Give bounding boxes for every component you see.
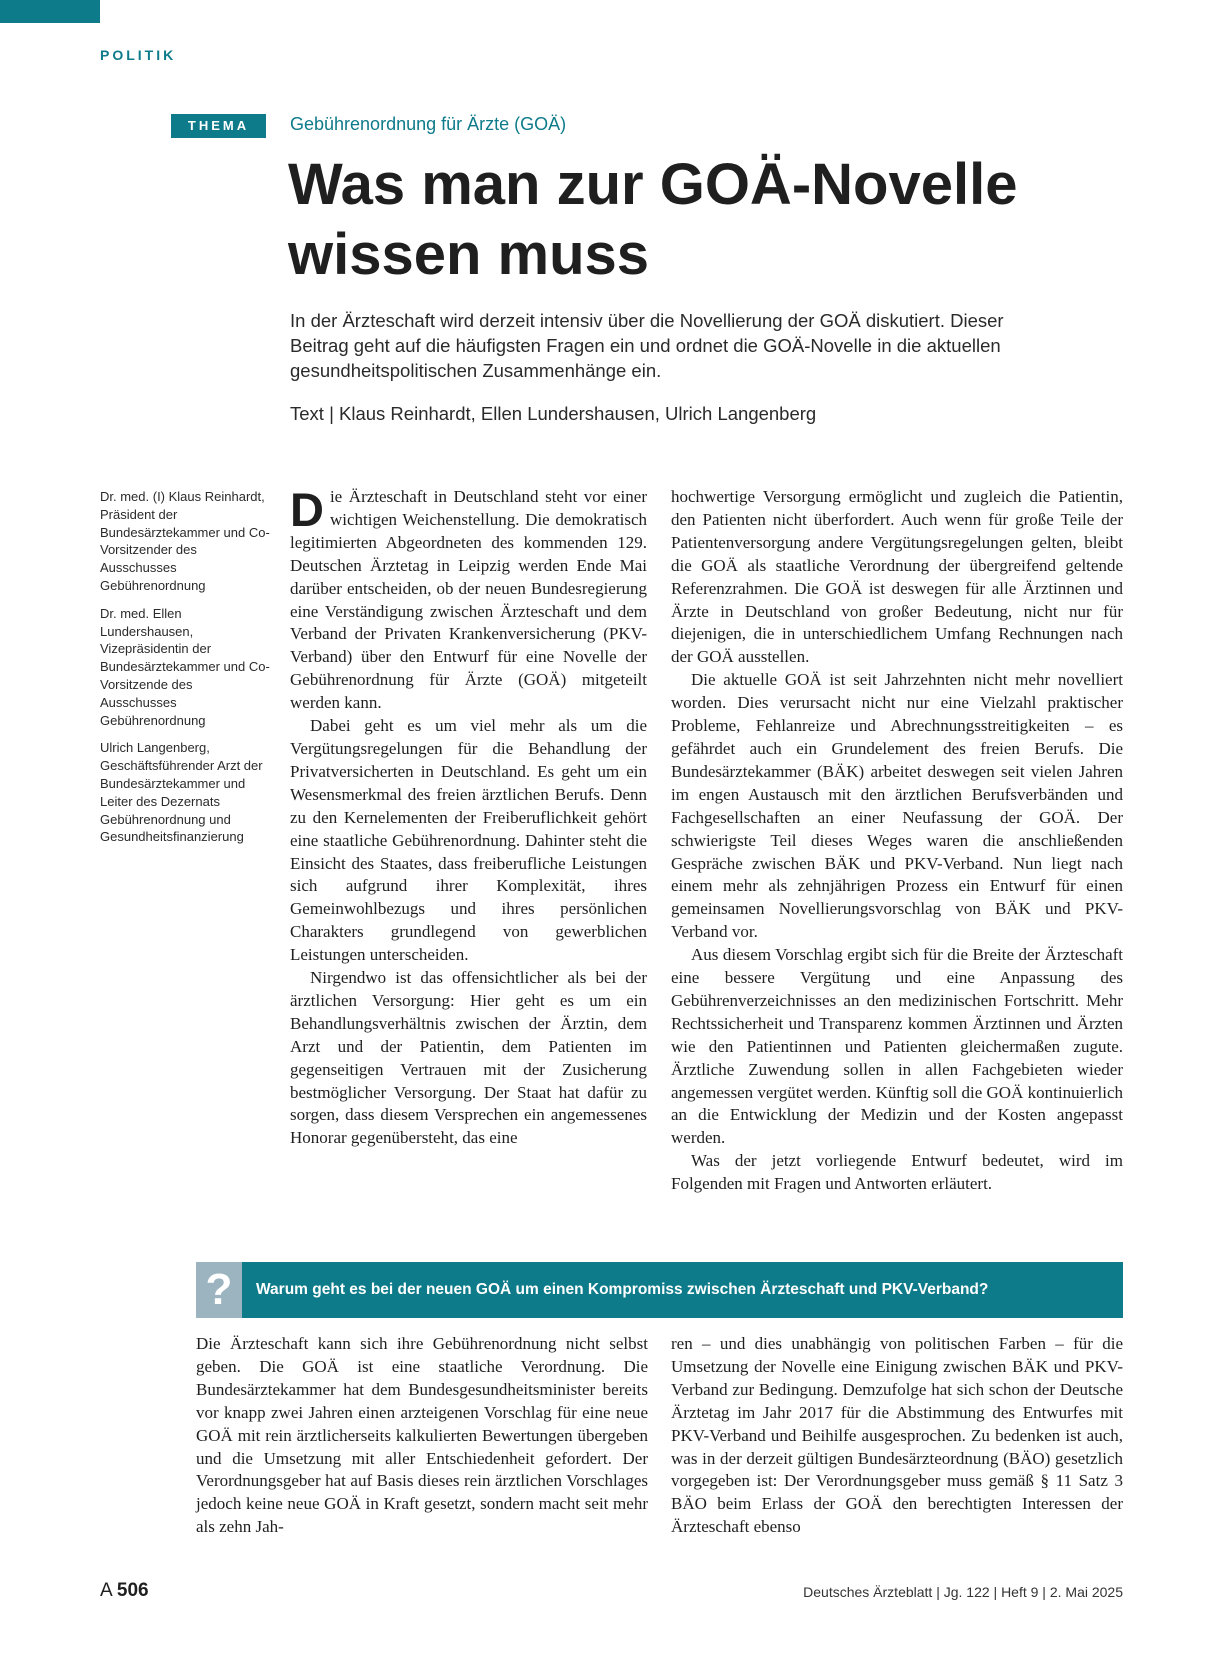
byline: Text | Klaus Reinhardt, Ellen Lundershausen, Ulrich Langenberg	[290, 403, 817, 424]
body-paragraph: hochwertige Versorgung ermöglicht und zugleich die Patientin, den Patienten nicht überfordert. Auch wenn für große Teile der Patientenversorgung andere Vergütungsregelungen gelten, bleibt die GOÄ als staatliche Verordnung der übergreifend geltende Referenzrahmen. Die GOÄ ist deswegen für alle Ärztinnen und Ärzte in Deutschland von großer Bedeutung, nicht nur für diejenigen, die in unterschiedlichem Umfang Rechnungen nach der GOÄ ausstellen.	[671, 487, 1123, 667]
body-paragraph: Die aktuelle GOÄ ist seit Jahrzehnten nicht mehr novelliert worden. Dies verursacht nicht nur eine Vielzahl praktischer Probleme, Fehlanreize und Abrechnungsstreitigkeiten – es gefährdet auch ein Grundelement des freien Berufs. Die Bundesärztekammer (BÄK) arbeitet deswegen seit vielen Jahren im engen Austausch mit den ärztlichen Berufsverbänden und Fachgesellschaften an einer Neufassung der GOÄ. Der schwierigste Teil dieses Weges waren die anschließenden Gespräche zwischen BÄK und PKV-Verband. Nun liegt nach einem mehr als zehnjährigen Prozess ein Entwurf für einen gemeinsamen Novellierungsvorschlag von BÄK und PKV-Verband vor.	[671, 670, 1123, 942]
question-text: Warum geht es bei der neuen GOÄ um einen Kompromiss zwischen Ärzteschaft und PKV-Verband?	[256, 1281, 989, 1298]
kicker: Gebührenordnung für Ärzte (GOÄ)	[290, 114, 567, 134]
answer-column-1	[196, 1333, 648, 1539]
body-column-1	[290, 483, 647, 1150]
body-paragraph: Aus diesem Vorschlag ergibt sich für die Breite der Ärzteschaft eine bessere Vergütung und eine Anpassung des Gebührenverzeichnisses an den medizinischen Fortschritt. Mehr Rechtssicherheit und Transparenz kommen Ärztinnen und Ärzten wie den Patientinnen und Patienten gleichermaßen zugute. Ärztliche Zuwendung sollen in allen Fachgebieten wieder angemessen vergütet werden. Künftig soll die GOÄ kontinuierlich an die Entwicklung der Medizin und der Kosten angepasst werden.	[671, 945, 1123, 1148]
section-label: POLITIK	[100, 47, 177, 63]
page-number-value: 506	[116, 1580, 149, 1601]
lead-paragraph: In der Ärzteschaft wird derzeit intensiv über die Novellierung der GOÄ diskutiert. Dieser Beitrag geht auf die häufigsten Fragen ein und ordnet die GOÄ-Novelle in die aktuellen gesundheitspolitischen Zusammenhänge ein.	[290, 310, 1004, 381]
author-bio: Dr. med. (I) Klaus Reinhardt, Präsident der Bundesärztekammer und Co-Vorsitzender des Ausschusses Gebührenordnung	[100, 489, 270, 593]
drop-cap: D	[290, 483, 324, 536]
body-paragraph: Dabei geht es um viel mehr als um die Vergütungsregelungen für die Behandlung der Privatversicherten in Deutschland. Es geht um ein Wesensmerkmal des freien ärztlichen Berufs. Denn zu den Kernelementen der Freiberuflichkeit gehört eine staatliche Gebührenordnung. Dahinter steht die Einsicht des Staates, dass freiberufliche Leistungen sich aufgrund ihrer Komplexität, ihres Gemeinwohlbezugs und ihres persönlichen Charakters grundlegend von gewerblichen Leistungen unterscheiden.	[290, 716, 647, 965]
thema-badge: THEMA	[171, 114, 266, 138]
page-number	[100, 1580, 149, 1602]
page-prefix: A	[100, 1580, 112, 1601]
body-column-2	[671, 486, 1123, 1196]
body-paragraph: Nirgendwo ist das offensichtlicher als bei der ärztlichen Versorgung: Hier geht es um ein Behandlungsverhältnis zwischen der Ärztin, dem Arzt und der Patientin, dem Patienten im gegenseitigen Vertrauen mit der Zusicherung bestmöglicher Versorgung. Der Staat hat dafür zu sorgen, dass diesem Versprechen ein angemessenes Honorar gegenübersteht, das eine	[290, 968, 647, 1148]
author-bio: Dr. med. Ellen Lundershausen, Vizepräsidentin der Bundesärztekammer und Co-Vorsitzende des Ausschusses Gebührenordnung	[100, 605, 270, 728]
journal-footer: Deutsches Ärzteblatt | Jg. 122 | Heft 9 | 2. Mai 2025	[803, 1584, 1123, 1600]
top-accent-bar	[0, 0, 100, 23]
body-paragraph: Was der jetzt vorliegende Entwurf bedeutet, wird im Folgenden mit Fragen und Antworten erläutert.	[671, 1151, 1123, 1194]
answer-column-2	[671, 1333, 1123, 1539]
body-text: ie Ärzteschaft in Deutschland steht vor einer wichtigen Weichenstellung. Die demokratisch legitimierten Abgeordneten des kommenden 129. Deutschen Ärztetag in Leipzig werden Ende Mai darüber entscheiden, ob der neuen Bundesregierung eine Verständigung zwischen Ärzteschaft und dem Verband der Privaten Krankenversicherung (PKV-Verband) über den Entwurf für eine Novelle der Gebührenordnung für Ärzte (GOÄ) mitgeteilt werden kann.	[290, 487, 647, 713]
body-paragraph	[290, 483, 647, 715]
question-mark-icon: ?	[196, 1262, 242, 1318]
answer-paragraph: Die Ärzteschaft kann sich ihre Gebührenordnung nicht selbst geben. Die GOÄ ist eine staatliche Verordnung. Die Bundesärztekammer hat dem Bundesgesundheitsminister bereits vor knapp zwei Jahren einen arzteigenen Vorschlag für eine neue GOÄ mit rein ärztlicherseits kalkulierten Bewertungen übergeben und die Umsetzung mit aller Entschiedenheit gefordert. Der Verordnungsgeber hat auf Basis dieses rein ärztlichen Vorschlages jedoch keine neue GOÄ in Kraft gesetzt, sondern macht seit mehr als zehn Jah-	[196, 1334, 648, 1537]
author-info	[100, 488, 270, 856]
author-bio: Ulrich Langenberg, Geschäftsführender Arzt der Bundesärztekammer und Leiter des Dezernats Gebührenordnung und Gesundheitsfinanzierung	[100, 740, 263, 845]
answer-paragraph: ren – und dies unabhängig von politischen Farben – für die Umsetzung der Novelle eine Einigung zwischen BÄK und PKV-Verband zur Bedingung. Demzufolge hat sich schon der Deutsche Ärztetag im Jahr 2017 für die Abstimmung des Entwurfes mit PKV-Verband und Beihilfe ausgesprochen. Zu bedenken ist auch, was in der derzeit gültigen Bundesärzteordnung (BÄO) gesetzlich vorgegeben ist: Der Verordnungsgeber muss gemäß § 11 Satz 3 BÄO beim Erlass der GOÄ den berechtigten Interessen der Ärzteschaft ebenso	[671, 1334, 1123, 1537]
question-box	[196, 1262, 1123, 1318]
headline: Was man zur GOÄ-Novelle wissen muss	[288, 152, 1018, 287]
